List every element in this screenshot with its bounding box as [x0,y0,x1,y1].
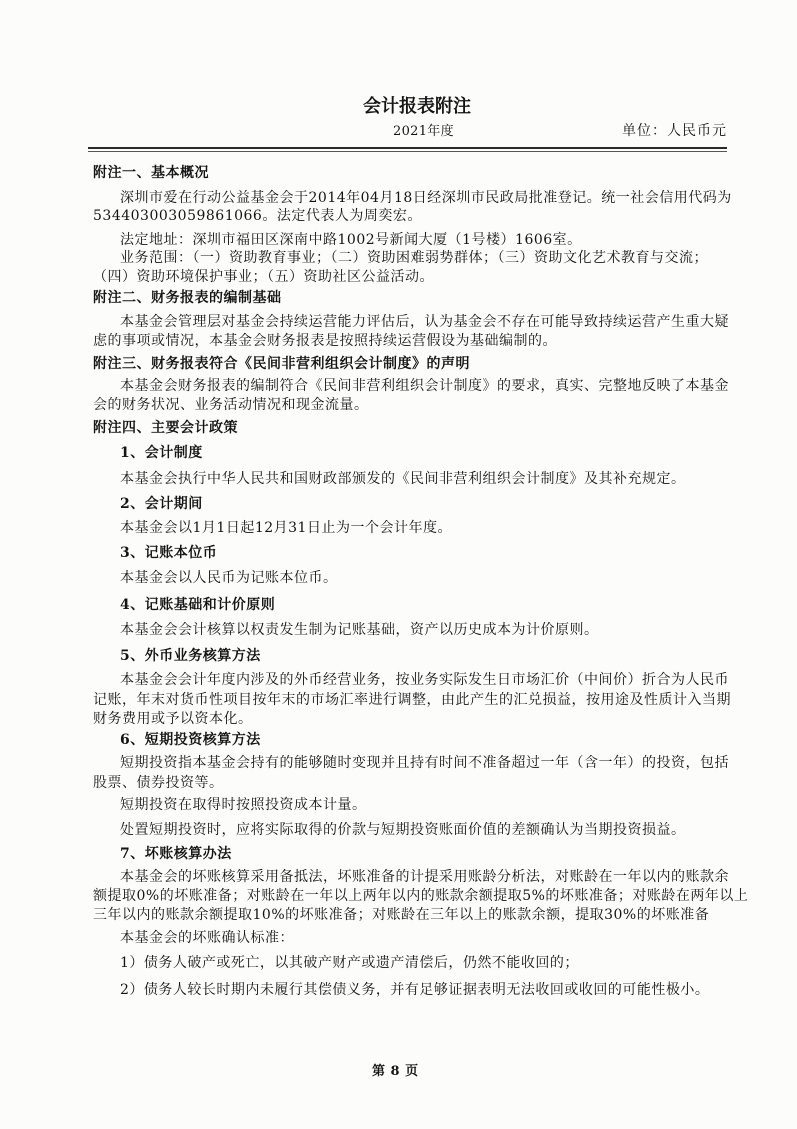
policy-text-line: 本基金会的坏账确认标准： [120,930,294,946]
policy-text-line: 额提取0%的坏账准备；对账龄在一年以上两年以内的账款余额提取5%的坏账准备；对账龄在两年以上 [93,888,749,904]
note1-intro-line: 深圳市爱在行动公益基金会于2014年04月18日经深圳市民政局批准登记。统一社会信用代码为 [120,190,732,206]
policy-title: 5、外币业务核算方法 [120,648,261,664]
policy-text-line: 本基金会以1月1日起12月31日止为一个会计年度。 [120,520,452,536]
note3-body-line: 会的财务状况、业务活动情况和现金流量。 [93,397,369,413]
note2-body-line: 虑的事项或情况，本基金会财务报表是按照持续运营假设为基础编制的。 [93,333,557,349]
policy-text-line: 本基金会的坏账核算采用备抵法，坏账准备的计提采用账龄分析法，对账龄在一年以内的账款余 [120,869,729,885]
policy-text-line: 本基金会执行中华人民共和国财政部颁发的《民间非营利组织会计制度》及其补充规定。 [120,471,686,487]
policy-list-item: 1）债务人破产或死亡，以其破产财产或遗产清偿后，仍然不能收回的； [120,955,579,971]
currency-unit: 单位：人民币元 [622,123,727,139]
policy-text-line: 股票、债券投资等。 [93,775,224,791]
note1-intro-line: 534403003059861066。法定代表人为周奕宏。 [93,208,422,224]
header-rule-thin [88,151,727,152]
policy-text-line: 短期投资在取得时按照投资成本计量。 [120,797,367,813]
note2-body-line: 本基金会管理层对基金会持续运营能力评估后，认为基金会不存在可能导致持续运营产生重大疑 [120,314,729,330]
report-period: 2021年度 [393,124,454,139]
note1-scope-line: （四）资助环境保护事业；（五）资助社区公益活动。 [93,269,434,285]
note1-scope-line: 业务范围：（一）资助教育事业；（二）资助困难弱势群体；（三）资助文化艺术教育与交流； [120,250,708,266]
policy-text-line: 三年以内的账款余额提取10%的坏账准备；对账龄在三年以上的账款余额，提取30%的坏账准备 [93,907,710,923]
policy-title: 2、会计期间 [120,496,203,512]
note3-heading: 附注三、财务报表符合《民间非营利组织会计制度》的声明 [93,356,470,372]
policy-list-item: 2）债务人较长时期内未履行其偿债义务，并有足够证据表明无法收回或收回的可能性极小。 [120,982,710,998]
policy-title: 7、坏账核算办法 [120,846,232,862]
note3-body-line: 本基金会财务报表的编制符合《民间非营利组织会计制度》的要求，真实、完整地反映了本基金 [120,378,729,394]
policy-text-line: 本基金会以人民币为记账本位币。 [120,570,338,586]
page-title: 会计报表附注 [363,96,471,117]
policy-text-line: 短期投资指本基金会持有的能够随时变现并且持有时间不准备超过一年（含一年）的投资，包括 [120,755,729,771]
policy-text-line: 财务费用或予以资本化。 [93,711,253,727]
note2-heading: 附注二、财务报表的编制基础 [93,290,282,306]
page-number: 第 8 页 [372,1064,419,1079]
policy-text-line: 本基金会会计核算以权责发生制为记账基础，资产以历史成本为计价原则。 [120,622,599,638]
policy-text-line: 本基金会会计年度内涉及的外币经营业务，按业务实际发生日市场汇价（中间价）折合为人民币 [120,672,729,688]
policy-text-line: 处置短期投资时，应将实际取得的价款与短期投资账面价值的差额确认为当期投资损益。 [120,822,686,838]
header-rule [88,147,727,149]
policy-title: 6、短期投资核算方法 [120,732,261,748]
policy-title: 4、记账基础和计价原则 [120,597,276,613]
note1-heading: 附注一、基本概况 [93,165,209,181]
note4-heading: 附注四、主要会计政策 [93,420,238,436]
policy-title: 1、会计制度 [120,445,203,461]
policy-title: 3、记账本位币 [120,545,218,561]
policy-text-line: 记账，年末对货币性项目按年末的市场汇率进行调整，由此产生的汇兑损益，按用途及性质计入当期 [93,692,731,708]
note1-address: 法定地址：深圳市福田区深南中路1002号新闻大厦（1号楼）1606室。 [120,232,582,248]
